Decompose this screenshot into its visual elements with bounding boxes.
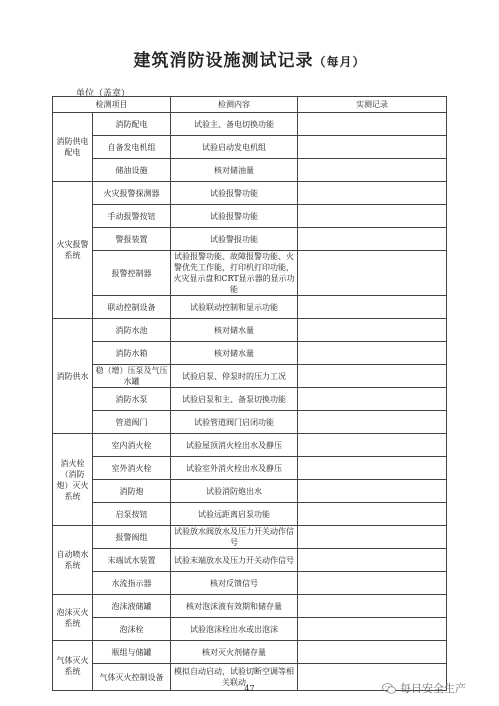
item-cell: 手动报警按钮 (93, 205, 171, 228)
record-input-cell[interactable] (298, 319, 447, 342)
table-row (53, 136, 447, 159)
content-cell: 试验启动发电机组 (171, 136, 298, 159)
content-cell: 试验报警功能、故障报警功能、火警优先工作能，打印机打印功能，火灾显示盘和CRT显示器的显示功能 (171, 251, 298, 296)
unit-label: 单位（盖章） (76, 89, 131, 99)
system-name-cell: 自动喷水系统 (53, 526, 93, 595)
table-row (53, 251, 447, 296)
table-row (53, 296, 447, 319)
header-content: 检测内容 (171, 97, 298, 113)
title-main: 建筑消防设施测试记录 (133, 51, 314, 71)
table-row (53, 434, 447, 457)
content-cell: 试验泡沫栓出水或出泡沫 (171, 618, 298, 641)
content-cell: 核对储水量 (171, 319, 298, 342)
table-row (53, 641, 447, 664)
table-row (53, 159, 447, 182)
item-cell: 末端试水装置 (93, 549, 171, 572)
item-cell: 消防炮 (93, 480, 171, 503)
item-cell: 水流指示器 (93, 572, 171, 595)
table-row (53, 388, 447, 411)
table-row (53, 503, 447, 526)
record-input-cell[interactable] (298, 228, 447, 251)
record-input-cell[interactable] (298, 434, 447, 457)
record-input-cell[interactable] (298, 411, 447, 434)
record-input-cell[interactable] (298, 572, 447, 595)
content-cell: 核对灭火剂储存量 (171, 641, 298, 664)
item-cell: 报警阀组 (93, 526, 171, 549)
table-row (53, 411, 447, 434)
content-cell: 试验末端放水及压力开关动作信号 (171, 549, 298, 572)
content-cell: 核对泡沫液有效期和储存量 (171, 595, 298, 618)
item-cell: 室内消火栓 (93, 434, 171, 457)
watermark-text: 每日安全生产 (400, 682, 466, 695)
content-cell: 核对反馈信号 (171, 572, 298, 595)
item-cell: 警报装置 (93, 228, 171, 251)
record-input-cell[interactable] (298, 251, 447, 296)
content-cell: 试验警报功能 (171, 228, 298, 251)
watermark (382, 680, 466, 696)
table-row (53, 618, 447, 641)
item-cell: 报警控制器 (93, 251, 171, 296)
record-input-cell[interactable] (298, 205, 447, 228)
content-cell: 试验室外消火栓出水及静压 (171, 457, 298, 480)
record-input-cell[interactable] (298, 342, 447, 365)
system-name-cell: 气体灭火系统 (53, 641, 93, 691)
wechat-icon (382, 683, 396, 694)
table-row (53, 595, 447, 618)
record-input-cell[interactable] (298, 388, 447, 411)
item-cell: 稳（增）压泵及气压水罐 (93, 365, 171, 388)
content-cell: 试验报警功能 (171, 205, 298, 228)
record-table (52, 96, 447, 691)
item-cell: 自备发电机组 (93, 136, 171, 159)
item-cell: 消防水箱 (93, 342, 171, 365)
system-name-cell: 泡沫灭火系统 (53, 595, 93, 641)
title-suffix: （每月） (313, 55, 366, 69)
table-row (53, 549, 447, 572)
item-cell: 火灾报警探测器 (93, 182, 171, 205)
content-cell: 试验消防炮出水 (171, 480, 298, 503)
record-input-cell[interactable] (298, 182, 447, 205)
system-name-cell: 消防供电 配电 (53, 113, 93, 182)
record-input-cell[interactable] (298, 595, 447, 618)
header-record: 实测记录 (298, 97, 447, 113)
record-input-cell[interactable] (298, 365, 447, 388)
table-header-row (53, 97, 447, 113)
record-input-cell[interactable] (298, 457, 447, 480)
item-cell: 联动控制设备 (93, 296, 171, 319)
table-row (53, 319, 447, 342)
item-cell: 消防水池 (93, 319, 171, 342)
record-input-cell[interactable] (298, 549, 447, 572)
table-row (53, 113, 447, 136)
system-name-cell: 火灾报警系统 (53, 182, 93, 319)
content-cell: 试验联动控制和显示功能 (171, 296, 298, 319)
item-cell: 泡沫液储罐 (93, 595, 171, 618)
record-input-cell[interactable] (298, 136, 447, 159)
header-item: 检测项目 (53, 97, 171, 113)
item-cell: 泡沫栓 (93, 618, 171, 641)
system-name-cell: 消火栓（消防炮）灭火系统 (53, 434, 93, 526)
content-cell: 试验主、备电切换功能 (171, 113, 298, 136)
record-input-cell[interactable] (298, 503, 447, 526)
table-row (53, 480, 447, 503)
table-row (53, 182, 447, 205)
content-cell: 试验启泵、停泵时的压力工况 (171, 365, 298, 388)
record-input-cell[interactable] (298, 296, 447, 319)
table-row (53, 526, 447, 549)
table-row (53, 342, 447, 365)
table-row (53, 365, 447, 388)
content-cell: 试验放水阀放水及压力开关动作信号 (171, 526, 298, 549)
record-input-cell[interactable] (298, 159, 447, 182)
content-cell: 试验屋顶消火栓出水及静压 (171, 434, 298, 457)
table-row (53, 457, 447, 480)
item-cell: 室外消火栓 (93, 457, 171, 480)
item-cell: 启泵按钮 (93, 503, 171, 526)
content-cell: 试验报警功能 (171, 182, 298, 205)
item-cell: 消防配电 (93, 113, 171, 136)
item-cell: 储油设施 (93, 159, 171, 182)
content-cell: 核对储油量 (171, 159, 298, 182)
table-body (53, 113, 447, 691)
page-title (0, 46, 499, 71)
record-input-cell[interactable] (298, 618, 447, 641)
table-row (53, 205, 447, 228)
item-cell: 气体灭火控制设备 (93, 664, 171, 691)
table-row (53, 228, 447, 251)
content-cell: 核对储水量 (171, 342, 298, 365)
item-cell: 瓶组与储罐 (93, 641, 171, 664)
item-cell: 管道阀门 (93, 411, 171, 434)
item-cell: 消防水泵 (93, 388, 171, 411)
page-number: 47 (244, 684, 255, 693)
record-input-cell[interactable] (298, 526, 447, 549)
content-cell: 试验启泵和主、备泵切换功能 (171, 388, 298, 411)
content-cell: 模拟自动启动，试验切断空调等相关联动 (171, 664, 298, 691)
record-input-cell[interactable] (298, 641, 447, 664)
system-name-cell: 消防供水 (53, 319, 93, 434)
table-row (53, 572, 447, 595)
content-cell: 试验管道阀门启闭功能 (171, 411, 298, 434)
content-cell: 试验远距离启泵功能 (171, 503, 298, 526)
record-input-cell[interactable] (298, 480, 447, 503)
record-input-cell[interactable] (298, 113, 447, 136)
